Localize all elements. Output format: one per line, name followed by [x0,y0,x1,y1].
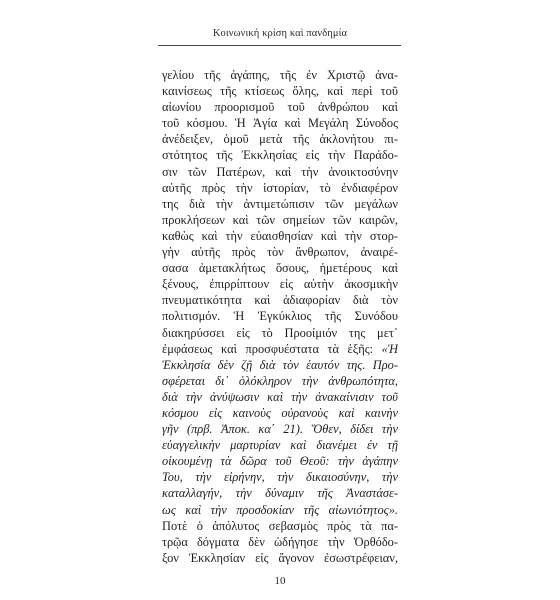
italic-text-segment: καταλλαγήν, τὴν δύναμιν τῆς Ἀναστάσε- [162,486,398,501]
text-line [162,212,398,228]
text-segment: αὐτῆς πρὸς τὴν ἱστορίαν, τὸ ἐνδιαφέρον [162,180,398,195]
text-line [162,437,398,453]
text-segment: γὴν αὐτῆς πρὸς τὸν ἄνθρωπον, ἀναιρέ- [162,245,398,260]
header-rule [158,45,401,46]
italic-text-segment: οἰκουμένῃ τὰ δῶρα τοῦ Θεοῦ: τὴν ἀγάπην [162,454,398,469]
text-line [162,228,398,244]
page-number: 10 [274,575,286,587]
text-segment: διακηρύσσει εἰς τὸ Προοίμιόν της μετ᾿ [162,325,398,340]
text-line [162,550,398,566]
italic-text-segment: κόσμου εἰς καινοὺς οὐρανοὺς καὶ καινὴν [162,405,398,420]
italic-text-segment: γῆν (πρβ. Ἀποκ. κα΄ 21). Ὅθεν, δίδει τὴν [162,422,398,437]
text-line [162,67,398,83]
text-line [162,389,398,405]
italic-text-segment: Ἐκκλησία δὲν ζῇ διὰ τὸν ἑαυτόν της. Προ- [162,357,398,372]
text-segment: στότητος τῆς Ἐκκλησίας εἰς τὴν Παράδο- [162,148,398,163]
text-line [162,453,398,469]
text-line [162,405,398,421]
text-line [162,292,398,308]
text-line [162,325,398,341]
italic-text-segment: σφέρεται δι᾿ ὁλόκληρον τὴν ἀνθρωπότητα, [162,373,398,388]
text-segment: καινίσεως τῆς κτίσεως ὅλης, καὶ περὶ τοῦ [162,84,398,99]
text-segment: πνευματικότητα καὶ ἀδιαφορίαν διὰ τὸν [162,293,398,308]
text-line [162,341,398,357]
text-segment: γελίου τῆς ἀγάπης, τῆς ἐν Χριστῷ ἀνα- [162,68,398,82]
text-line [162,115,398,131]
running-head-title: Κοινωνική κρίση καὶ πανδημία [212,28,348,39]
italic-text-segment: Του, τὴν εἰρήνην, τὴν δικαιοσύνην, τὴν [162,470,398,485]
italic-text-segment: εὐαγγελικὴν μαρτυρίαν καὶ διανέμει ἐν τῇ [162,438,398,453]
text-line [162,99,398,115]
text-segment: σιν τῶν Πατέρων, καὶ τὴν ἀνοικτοσύνην [162,164,398,179]
italic-text-segment: ως καὶ τὴν προσδοκίαν τῆς αἰωνιότητος». [162,502,398,517]
text-line [162,534,398,550]
text-segment: ἀνέδειξεν, ὁμοῦ μετὰ τῆς ἀκλονήτου πι- [162,132,398,147]
body-text [162,67,398,566]
text-line [162,147,398,163]
text-line [162,357,398,373]
italic-text-segment: διὰ τὴν ἀνύψωσιν καὶ τὴν ἀνακαίνισιν τοῦ [162,389,398,404]
text-line [162,502,398,518]
text-line [162,518,398,534]
text-segment: τοῦ κόσμου. Ἡ Ἁγία καὶ Μεγάλη Σύνοδος [162,116,398,131]
text-line [162,485,398,501]
text-segment: σασα ἀμετακλήτως ὅσους, ἡμετέρους καὶ [162,261,398,276]
text-segment: Ποτὲ ὁ ἀπόλυτος σεβασμὸς πρὸς τὰ πα- [162,518,398,533]
text-line [162,308,398,324]
text-line [162,260,398,276]
text-segment: αἰωνίου προορισμοῦ τοῦ ἀνθρώπου καὶ [162,100,398,115]
text-line [162,469,398,485]
text-segment: της διὰ τὴν ἀντιμετώπισιν τῶν μεγάλων [162,196,398,211]
text-line [162,276,398,292]
text-segment: προκλήσεων καὶ τῶν σημείων τῶν καιρῶν, [162,212,398,227]
text-line [162,164,398,180]
text-line [162,421,398,437]
text-segment: ἐμφάσεως καὶ προσφυέστατα τὰ ἑξῆς: [162,341,382,356]
italic-text-segment: «Ἡ [381,341,398,356]
text-line [162,131,398,147]
text-segment: πολιτισμόν. Ἡ Ἐγκύκλιος τῆς Συνόδου [162,309,398,324]
text-line [162,244,398,260]
text-segment: ξον Ἐκκλησίαν εἰς ἄγονον ἐσωστρέφειαν, [162,550,398,565]
text-line [162,83,398,99]
text-line [162,180,398,196]
text-line [162,373,398,389]
text-segment: ξένους, ἐπιρρίπτουν εἰς αὐτὴν ἀκοσμικὴν [162,277,398,292]
text-line [162,196,398,212]
text-segment: τρῷα δόγματα δὲν ὡδήγησε τὴν Ὀρθόδο- [162,534,398,549]
text-segment: καθὼς καὶ τὴν εὐαισθησίαν καὶ τὴν στορ- [162,228,398,243]
